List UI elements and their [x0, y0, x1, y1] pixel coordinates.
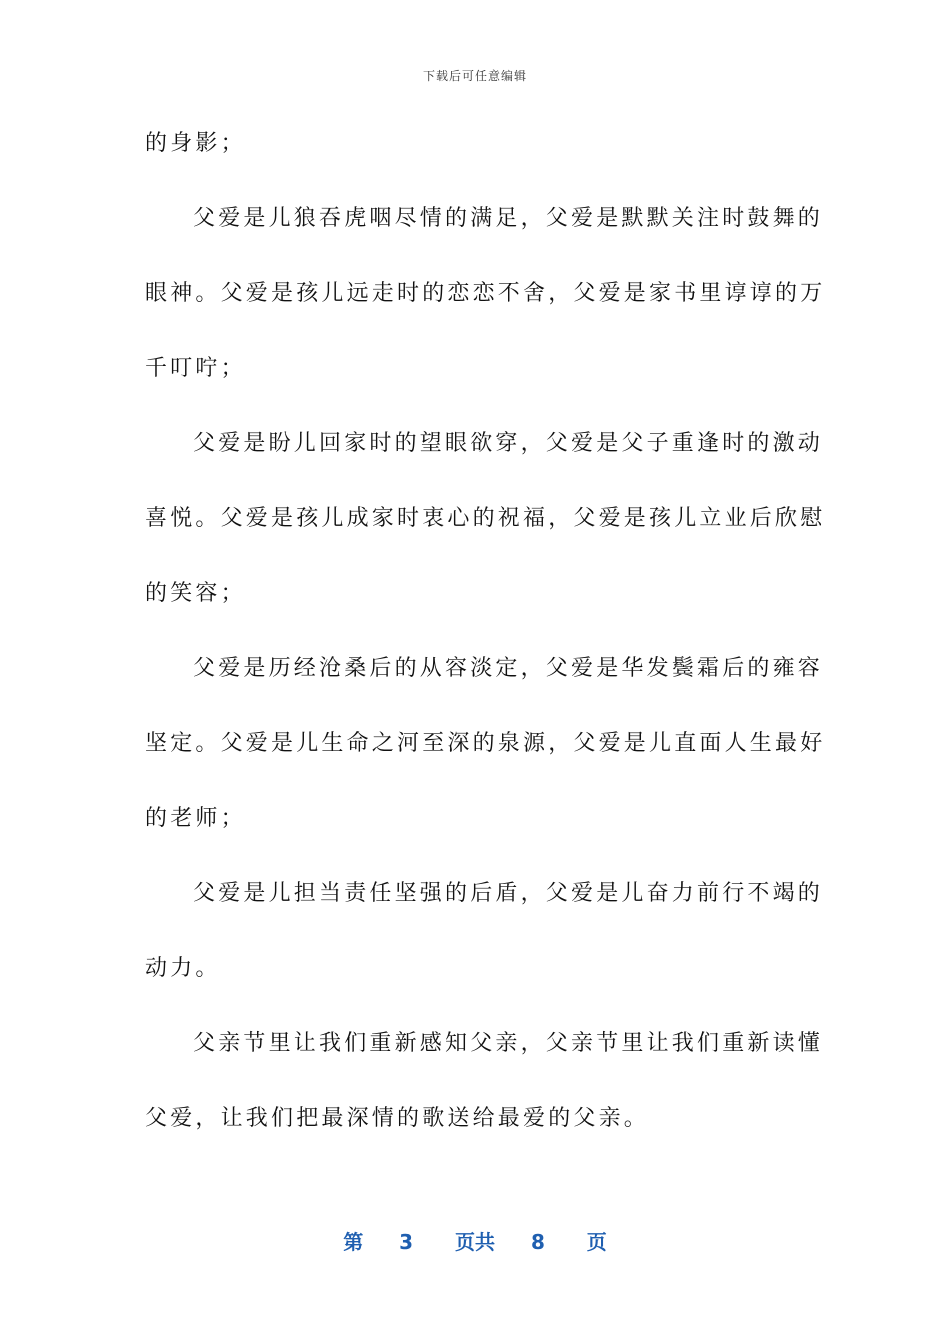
footer-label-end: 页	[586, 1230, 607, 1254]
paragraph-first-line: 父爱是历经沧桑后的从容淡定，父爱是华发鬓霜后的雍容	[193, 656, 824, 681]
page-footer	[0, 1226, 950, 1255]
paragraph-first-line: 父爱是儿担当责任坚强的后盾，父爱是儿奋力前行不竭的	[193, 881, 824, 906]
footer-label-page: 第	[343, 1230, 364, 1254]
current-page-number: 3	[399, 1230, 414, 1254]
text-line: 的老师；	[145, 806, 246, 831]
paragraph-first-line: 父爱是盼儿回家时的望眼欲穿，父爱是父子重逢时的激动	[193, 431, 824, 456]
text-line: 父爱，让我们把最深情的歌送给最爱的父亲。	[145, 1106, 650, 1131]
paragraph-first-line: 父亲节里让我们重新感知父亲，父亲节里让我们重新读懂	[193, 1031, 824, 1056]
footer-label-of: 页共	[455, 1230, 495, 1254]
text-line: 的笑容；	[145, 581, 246, 606]
total-pages-number: 8	[530, 1230, 545, 1254]
paragraph-first-line: 父爱是儿狼吞虎咽尽情的满足，父爱是默默关注时鼓舞的	[193, 206, 824, 231]
text-line: 动力。	[145, 956, 221, 981]
page-header: 下载后可任意编辑	[422, 69, 527, 83]
text-line: 坚定。父爱是儿生命之河至深的泉源，父爱是儿直面人生最好	[145, 731, 826, 756]
text-line: 眼神。父爱是孩儿远走时的恋恋不舍，父爱是家书里谆谆的万	[145, 281, 826, 306]
text-line: 的身影；	[145, 131, 246, 156]
document-body	[145, 120, 826, 1170]
text-line: 喜悦。父爱是孩儿成家时衷心的祝福，父爱是孩儿立业后欣慰	[145, 506, 826, 531]
text-line: 千叮咛；	[145, 356, 246, 381]
